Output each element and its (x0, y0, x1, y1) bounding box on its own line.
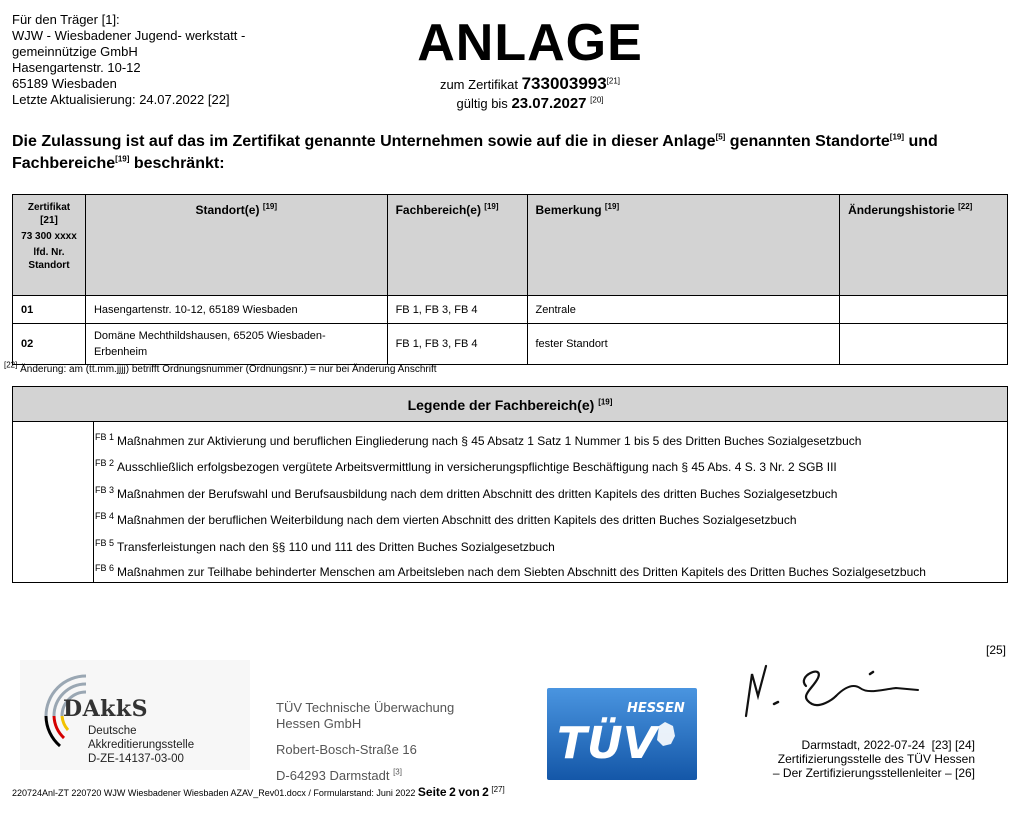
page-of-label: von (458, 785, 480, 799)
table-row (13, 296, 1008, 324)
sign-refs: [23] [24] (931, 738, 975, 752)
statement-text-3: und Fachbereiche (12, 133, 938, 172)
signature-image (736, 656, 926, 726)
locations-table (12, 194, 1008, 365)
legend-item (95, 540, 555, 554)
title-block (360, 14, 700, 113)
carrier-street: Hasengartenstr. 10-12 (12, 60, 141, 75)
col-cert-l5: Standort (28, 260, 70, 271)
col-remark-ref: [19] (604, 202, 620, 211)
legend-text: Maßnahmen der beruflichen Weiterbildung nach dem vierten Abschnitt des dritten Kapitels des dritten Buches Sozialgesetzbuch (117, 513, 797, 527)
legend-tag: FB 1 (95, 432, 115, 442)
col-cert-l1: Zertifikat (27, 202, 71, 213)
statement-ref-5: [5] (715, 132, 726, 142)
certificate-ref: [21] (606, 76, 621, 86)
carrier-city: 65189 Wiesbaden (12, 76, 117, 91)
col-cert-l2: [21] (40, 215, 58, 226)
row-location-l2: Erbenheim (93, 346, 148, 358)
legend-list (12, 421, 1008, 583)
row-fields: FB 1, FB 3, FB 4 (387, 324, 527, 365)
valid-date: 23.07.2027 (511, 95, 587, 112)
legend-text: Ausschließlich erfolgsbezogen vergütete Arbeitsvermittlung in versicherungspflichtige Beschäftigung nach § 45 Abs. 4 S. 3 Nr. 2 SGB III (117, 460, 837, 474)
tuev-city-ref: [3] (393, 767, 402, 777)
table-header-row (13, 195, 1008, 296)
statement-ref-19a: [19] (889, 132, 905, 142)
legend-item (95, 487, 837, 501)
row-location: Hasengartenstr. 10-12, 65189 Wiesbaden (85, 296, 387, 324)
col-cert-nr (13, 195, 86, 296)
scope-statement (12, 131, 1012, 175)
col-history-label: Änderungshistorie (848, 203, 955, 217)
col-history-ref: [22] (958, 202, 973, 211)
statement-text-4: beschränkt: (129, 155, 225, 172)
row-history (840, 324, 1008, 365)
legend-text: Maßnahmen zur Teilhabe behinderter Menschen am Arbeitsleben nach dem Siebten Abschnitt des Dritten Kapitels des Dritten Buches Sozialgesetzbuch (117, 565, 926, 579)
col-fields-label: Fachbereich(e) (395, 203, 481, 217)
legend-title-text: Legende der Fachbereich(e) (407, 397, 595, 413)
validity-line (360, 95, 700, 113)
sign-body: Zertifizierungsstelle des TÜV Hessen (777, 752, 975, 766)
dakks-text (88, 724, 194, 766)
carrier-address (12, 12, 245, 108)
dakks-line1: Deutsche (88, 725, 137, 737)
sign-role: – Der Zertifizierungsstellenleiter – [26] (772, 766, 975, 780)
table-row (13, 324, 1008, 365)
dakks-logo (20, 660, 250, 770)
row-number: 01 (13, 296, 86, 324)
footnote-text: Änderung: am (tt.mm.jjjj) betrifft Ordnungsnummer (Ordnungsnr.) = nur bei Änderung Anschrift (20, 364, 437, 375)
last-updated: Letzte Aktualisierung: 24.07.2022 [22] (12, 92, 230, 107)
tuev-logo-text: TÜV (557, 718, 657, 769)
sign-place-date: Darmstadt, 2022-07-24 (801, 738, 925, 752)
dakks-wordmark: DAkkS (63, 696, 149, 722)
legend-text: Transferleistungen nach den §§ 110 und 111 des Dritten Buches Sozialgesetzbuch (117, 540, 555, 554)
dakks-line3: D-ZE-14137-03-00 (88, 753, 184, 765)
legend-tag: FB 2 (95, 458, 115, 468)
page-total: 2 (482, 785, 489, 799)
tuev-logo-icon (547, 688, 697, 780)
legend-tag: FB 3 (95, 485, 115, 495)
valid-ref: [20] (590, 95, 604, 105)
legend-title-ref: [19] (598, 397, 613, 407)
certificate-line (360, 74, 700, 95)
signature-block (745, 738, 975, 780)
carrier-label: Für den Träger [1]: (12, 12, 120, 27)
row-history (840, 296, 1008, 324)
statement-text-1: Die Zulassung ist auf das im Zertifikat genannte Unternehmen sowie auf die in dieser Anlage (12, 133, 716, 150)
dakks-line2: Akkreditierungsstelle (88, 739, 195, 751)
col-location-label: Standort(e) (195, 203, 260, 217)
col-fields (387, 195, 527, 296)
col-fields-ref: [19] (484, 202, 499, 211)
tuev-city (276, 768, 454, 784)
page-ref: [25] (986, 643, 1007, 657)
legend-text: Maßnahmen zur Aktivierung und beruflichen Eingliederung nach § 45 Absatz 1 Satz 1 Nummer 1 bis 5 des Dritten Buches Sozialgesetzbuch (117, 434, 862, 448)
legend-item (95, 513, 797, 527)
col-cert-l4: lfd. Nr. (33, 247, 65, 258)
row-fields: FB 1, FB 3, FB 4 (387, 296, 527, 324)
legend-tag: FB 5 (95, 538, 115, 548)
tuev-address (276, 700, 454, 784)
tuev-street: Robert-Bosch-Straße 16 (276, 742, 417, 757)
tuev-hessen-logo (547, 688, 697, 780)
row-number: 02 (13, 324, 86, 365)
footnote-22 (4, 360, 437, 375)
tuev-name-2: Hessen GmbH (276, 716, 362, 731)
legend-title (12, 386, 1008, 422)
row-remark: Zentrale (527, 296, 840, 324)
legend-tag: FB 4 (95, 511, 115, 521)
carrier-type: gemeinnützige GmbH (12, 44, 138, 59)
page-label: Seite (417, 785, 447, 799)
row-location-l1: Domäne Mechthildshausen, 65205 Wiesbaden- (93, 330, 326, 342)
page-title: ANLAGE (417, 14, 643, 72)
sign-place-date-line (745, 738, 975, 752)
certificate-prefix: zum Zertifikat (439, 77, 518, 92)
statement-ref-19b: [19] (115, 154, 130, 164)
col-remark (527, 195, 840, 296)
legend-text: Maßnahmen der Berufswahl und Berufsausbildung nach dem dritten Abschnitt des dritten Kapitels des dritten Buches Sozialgesetzbuch (117, 487, 838, 501)
form-footer (12, 785, 505, 799)
col-remark-label: Bemerkung (535, 203, 602, 217)
tuev-city-text: D-64293 Darmstadt (276, 768, 390, 783)
legend-item (95, 434, 861, 448)
col-history (840, 195, 1008, 296)
legend-item (95, 565, 926, 579)
form-ref: [27] (491, 785, 505, 794)
col-location (85, 195, 387, 296)
form-filename: 220724Anl-ZT 220720 WJW Wiesbadener Wiesbaden AZAV_Rev01.docx / Formularstand: Juni 2022 (12, 788, 416, 798)
tuev-logo-sub: HESSEN (627, 701, 685, 716)
statement-text-2: genannten Standorte (725, 133, 890, 150)
valid-prefix: gültig bis (456, 96, 508, 111)
row-remark: fester Standort (527, 324, 840, 365)
carrier-name: WJW - Wiesbadener Jugend- werkstatt - (12, 28, 246, 43)
legend-divider (93, 422, 94, 582)
tuev-name-1: TÜV Technische Überwachung (276, 700, 455, 715)
page-number: 2 (449, 785, 456, 799)
col-location-ref: [19] (262, 202, 278, 211)
legend-item (95, 460, 837, 474)
legend-tag: FB 6 (95, 563, 115, 573)
footnote-ref: [22] (4, 360, 18, 370)
col-cert-l3: 73 300 xxxx (21, 231, 77, 242)
row-location (85, 324, 387, 365)
certificate-number: 733003993 (521, 74, 607, 93)
